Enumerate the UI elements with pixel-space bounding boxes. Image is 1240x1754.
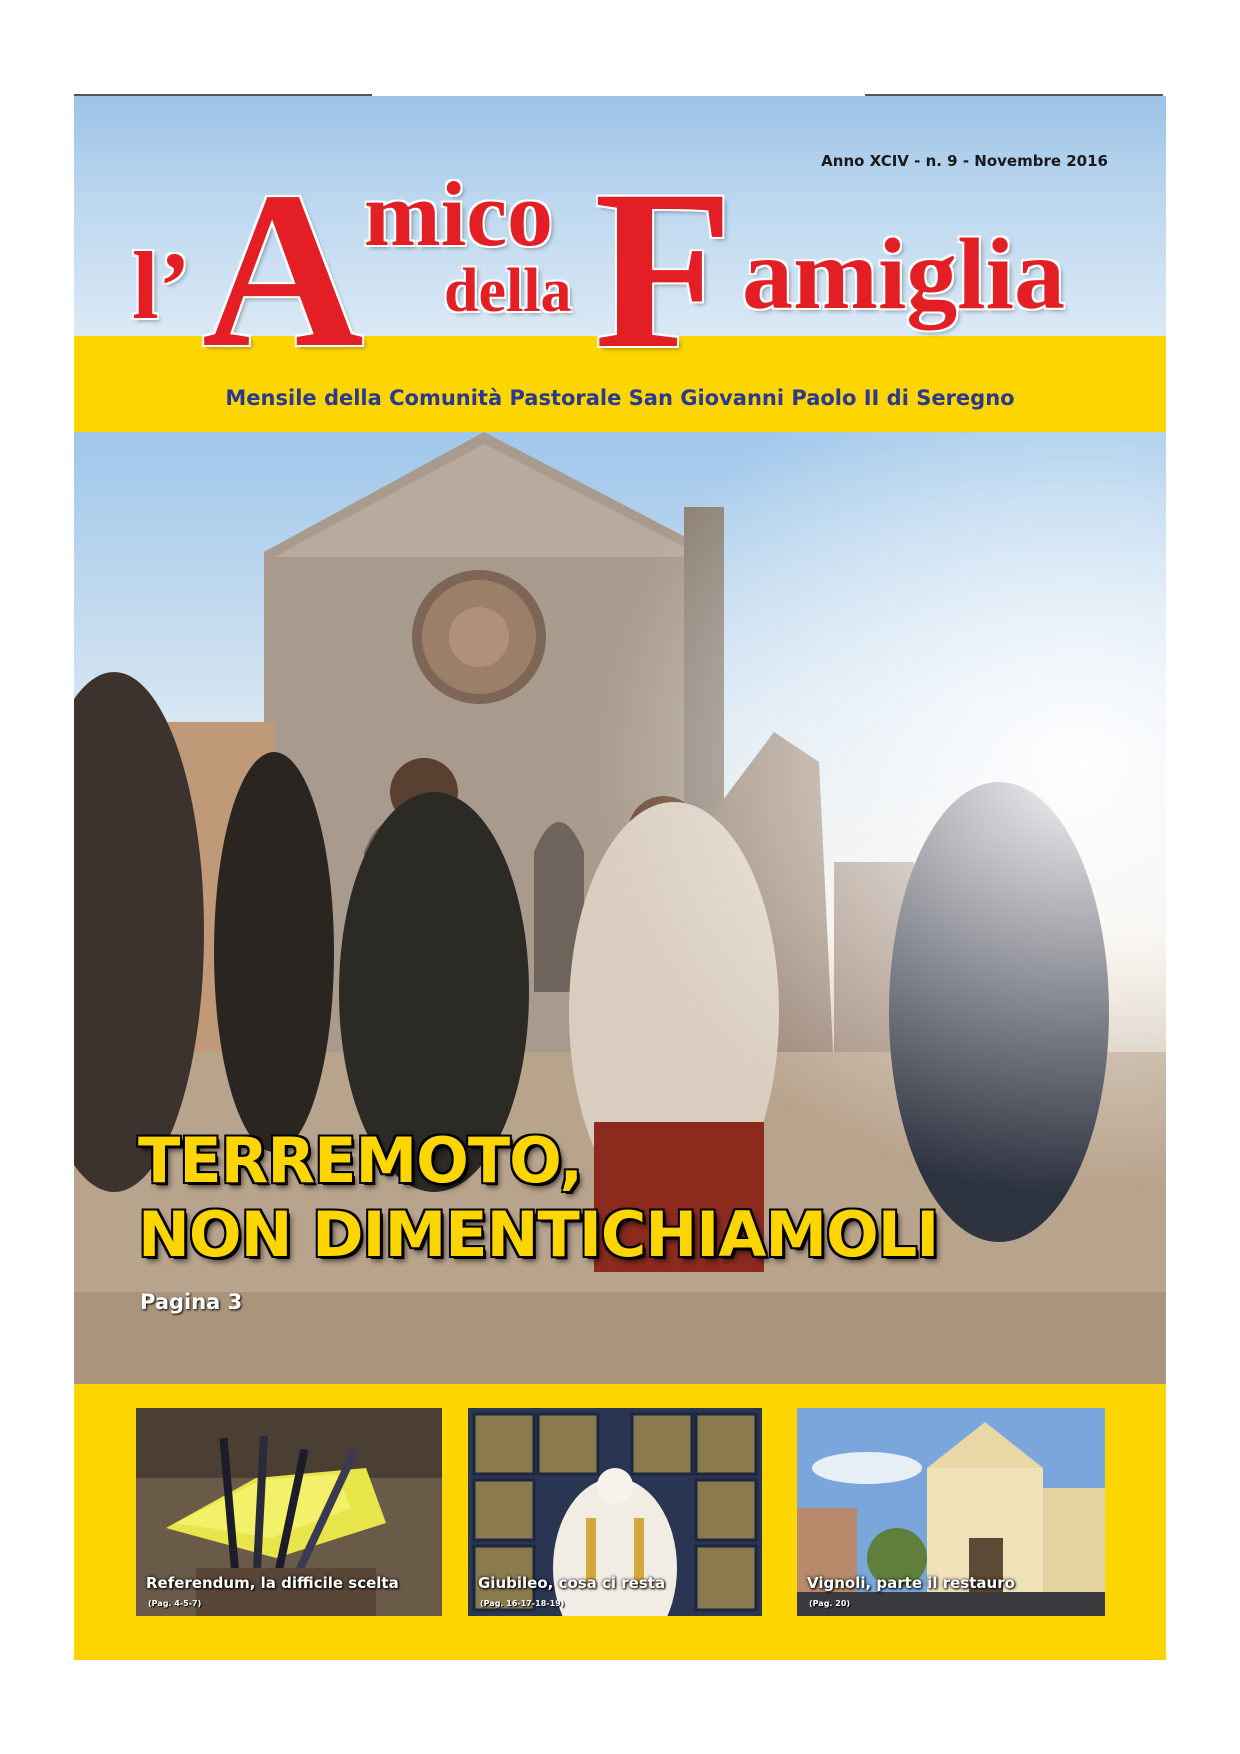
teaser-referendum-pages: (Pag. 4-5-7) [148,1599,202,1608]
teaser-giubileo-title: Giubileo, cosa ci resta [478,1574,666,1592]
teaser-referendum[interactable] [136,1408,442,1616]
title-A: A [202,146,364,394]
cover-page-ref: Pagina 3 [140,1290,243,1314]
magazine-title [74,96,1166,396]
title-amiglia: amiglia [742,218,1065,331]
issue-info: Anno XCIV - n. 9 - Novembre 2016 [821,152,1108,170]
title-F: F [594,144,734,396]
teaser-vignoli-title: Vignoli, parte il restauro [807,1574,1015,1592]
title-l: l’ [132,232,191,339]
cover-headline-line2: NON DIMENTICHIAMOLI [138,1198,939,1271]
cover-photo [74,432,1166,1384]
teaser-giubileo[interactable] [468,1408,762,1616]
teaser-referendum-title: Referendum, la difficile scelta [146,1574,399,1592]
teaser-vignoli[interactable] [797,1408,1105,1616]
title-mico: mico [364,163,554,265]
title-della: della [444,257,572,325]
magazine-cover [74,96,1166,1660]
teaser-giubileo-pages: (Pag. 16-17-18-19) [480,1599,565,1608]
cover-headline-line1: TERREMOTO, [138,1124,583,1197]
magazine-subtitle: Mensile della Comunità Pastorale San Giovanni Paolo II di Seregno [225,386,1015,410]
cover-headline [138,1124,938,1272]
teaser-vignoli-pages: (Pag. 20) [809,1599,851,1608]
